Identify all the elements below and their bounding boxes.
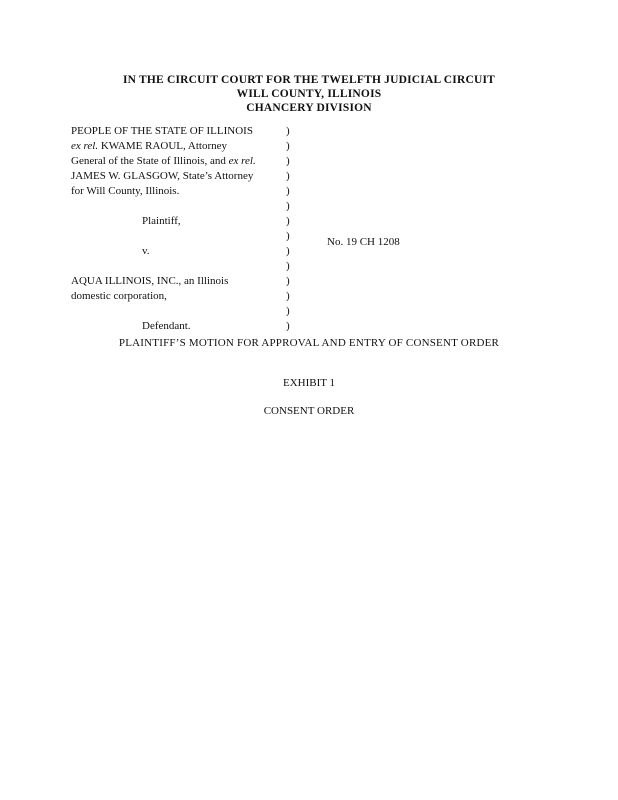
consent-order-label: CONSENT ORDER [263,405,355,417]
defendant-line2: domestic corporation, [71,290,167,302]
caption-paren: ) [286,155,290,167]
caption-paren: ) [286,245,290,257]
plaintiff-line2 [71,139,286,154]
court-header-line3: CHANCERY DIVISION [246,102,372,114]
plaintiff-line4: JAMES W. GLASGOW, State’s Attorney [71,170,254,182]
caption-paren: ) [286,185,290,197]
plaintiff-line3-text: General of the State of Illinois, and [71,155,229,167]
plaintiff-role: Plaintiff, [142,215,181,227]
ex-rel-italic-2: ex rel. [228,155,256,167]
caption-paren: ) [286,260,290,272]
caption-paren: ) [286,320,290,332]
caption-parties [71,124,286,334]
defendant-role: Defendant. [142,320,191,332]
caption-paren: ) [286,275,290,287]
plaintiff-line1: PEOPLE OF THE STATE OF ILLINOIS [71,125,253,137]
motion-title: PLAINTIFF’S MOTION FOR APPROVAL AND ENTRY OF CONSENT ORDER [118,337,500,349]
plaintiff-line2-rest: KWAME RAOUL, Attorney [98,140,228,152]
caption-paren: ) [286,290,290,302]
plaintiff-line5: for Will County, Illinois. [71,185,180,197]
caption-paren: ) [286,140,290,152]
case-number: No. 19 CH 1208 [327,236,400,248]
caption-parentheses [286,124,296,334]
caption-paren: ) [286,170,290,182]
defendant-line1: AQUA ILLINOIS, INC., an Illinois [71,275,229,287]
versus-label: v. [142,245,150,257]
court-header-line2: WILL COUNTY, ILLINOIS [236,88,382,100]
caption-paren: ) [286,215,290,227]
court-header-line1: IN THE CIRCUIT COURT FOR THE TWELFTH JUDICIAL CIRCUIT [122,74,496,86]
court-header [0,73,618,115]
exhibit-label: EXHIBIT 1 [282,377,336,389]
caption-paren: ) [286,230,290,242]
caption-paren: ) [286,200,290,212]
caption-paren: ) [286,305,290,317]
caption-paren: ) [286,125,290,137]
ex-rel-italic: ex rel. [71,140,99,152]
plaintiff-line3 [71,154,286,169]
